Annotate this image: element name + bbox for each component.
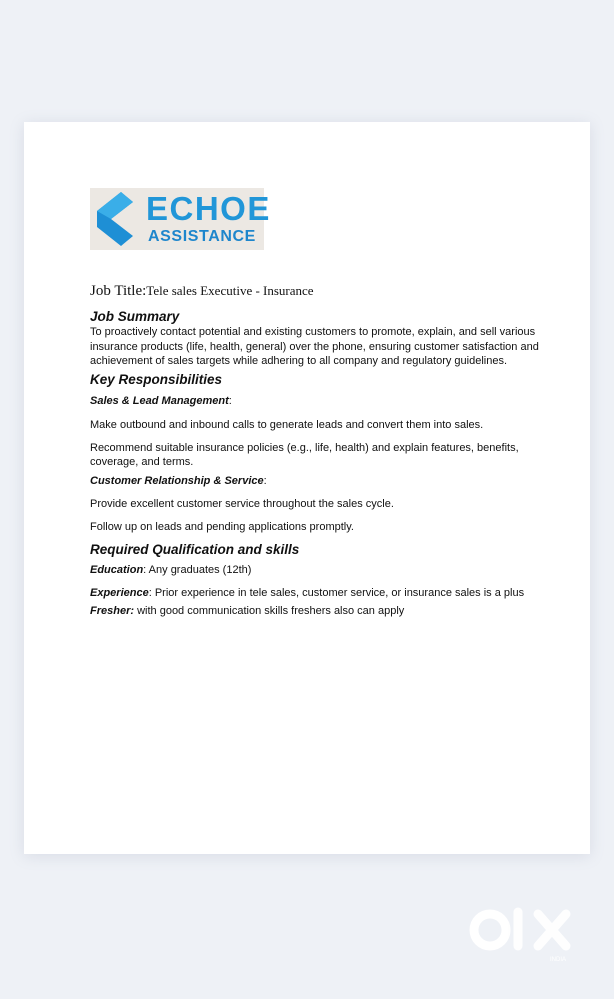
job-title-label: Job Title:	[90, 283, 147, 299]
service-subheading: Customer Relationship & Service	[90, 474, 264, 487]
job-title-value: Tele sales Executive - Insurance	[146, 283, 314, 298]
sales-subheading: Sales & Lead Management	[90, 394, 229, 407]
job-summary-heading: Job Summary	[90, 309, 180, 324]
document-page	[24, 122, 590, 854]
fresher-label: Fresher:	[90, 605, 135, 617]
education-line	[90, 563, 540, 578]
logo-text-echoe: ECHOE	[146, 190, 271, 227]
experience-value: : Prior experience in tele sales, customer service, or insurance sales is a plus	[148, 586, 525, 599]
job-description	[90, 282, 540, 619]
fresher-value: with good communication skills freshers also can apply	[134, 605, 405, 617]
list-item: Follow up on leads and pending applications promptly.	[90, 520, 354, 533]
company-logo	[90, 188, 271, 250]
key-responsibilities-heading: Key Responsibilities	[90, 371, 223, 387]
fresher-line	[90, 604, 540, 619]
education-label: Education	[90, 564, 144, 576]
olx-region-label: INDIA	[549, 957, 567, 963]
experience-line	[90, 586, 540, 601]
olx-logo-icon	[468, 904, 580, 966]
service-subheading-line: Customer Relationship & Service:	[90, 474, 267, 487]
education-value: : Any graduates (12th)	[143, 564, 252, 576]
echoe-logo-mark-icon	[93, 190, 137, 248]
job-summary-text: To proactively contact potential and existing customers to promote, explain, and sell various insurance products (life, health, general) over the phone, ensuring customer satisfaction and achievement of sales targets while adhering to all company and regulatory guidelines.	[90, 326, 539, 367]
list-item: Make outbound and inbound calls to generate leads and convert them into sales.	[90, 419, 484, 431]
olx-watermark	[468, 904, 580, 971]
experience-label: Experience	[90, 586, 149, 599]
qualifications-heading: Required Qualification and skills	[90, 542, 300, 557]
logo-text-assistance: ASSISTANCE	[148, 228, 256, 245]
list-item: Provide excellent customer service throughout the sales cycle.	[90, 498, 394, 510]
list-item: Recommend suitable insurance policies (e.g., life, health) and explain features, benefits, coverage, and terms.	[90, 441, 519, 468]
job-title-line	[90, 282, 540, 300]
sales-subheading-line: Sales & Lead Management:	[90, 394, 232, 407]
